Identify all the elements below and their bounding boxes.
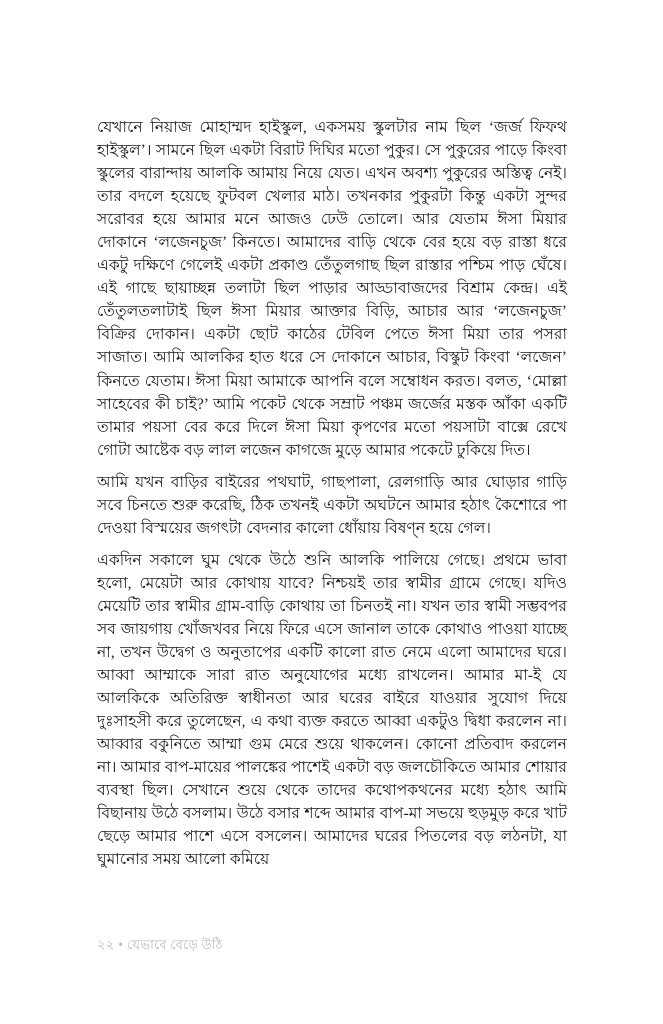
footer-page-number: ২২	[97, 937, 115, 952]
footer-separator-bullet: •	[118, 937, 124, 952]
page-footer	[97, 936, 223, 954]
paragraph: একদিন সকালে ঘুম থেকে উঠে শুনি আলকি পালিয়ে গেছে। প্রথমে ভাবা হলো, মেয়েটা আর কোথায় যাবে? নিশ্চয়ই তার স্বামীর গ্রামে গেছে। যদিও মেয়েটি তার স্বামীর গ্রাম-বাড়ি কোথায় তা চিনতই না। যখন তার স্বামী সম্ভবপর সব জায়গায় খোঁজখবর নিয়ে ফিরে এসে জানাল তাকে কোথাও পাওয়া যাচ্ছে না, তখন উদ্বেগ ও অনুতাপের একটি কালো রাত নেমে এলো আমাদের ঘরে। আব্বা আম্মাকে সারা রাত অনুযোগের মধ্যে রাখলেন। আমার মা-ই যে আলকিকে অতিরিক্ত স্বাধীনতা আর ঘরের বাইরে যাওয়ার সুযোগ দিয়ে দুঃসাহসী করে তুলেছেন, এ কথা ব্যক্ত করতে আব্বা একটুও দ্বিধা করলেন না। আব্বার বকুনিতে আম্মা গুম মেরে শুয়ে থাকলেন। কোনো প্রতিবাদ করলেন না। আমার বাপ-মায়ের পালঙ্কের পাশেই একটা বড় জলচৌকিতে আমার শোয়ার ব্যবস্থা ছিল। সেখানে শুয়ে থেকে তাদের কথোপকথনের মধ্যে হঠাৎ আমি বিছানায় উঠে বসলাম। উঠে বসার শব্দে আমার বাপ-মা সভয়ে হুড়মুড় করে খাট ছেড়ে আমার পাশে এসে বসলেন। আমাদের ঘরের পিতলের বড় লঠনটা, যা ঘুমানোর সময় আলো কমিয়ে	[97, 551, 567, 869]
paragraph: যেখানে নিয়াজ মোহাম্মদ হাইস্কুল, একসময় স্কুলটার নাম ছিল ‘জর্জ ফিফথ হাইস্কুল’। সামনে ছিল একটা বিরাট দিঘির মতো পুকুর। সে পুকুরের পাড়ে কিংবা স্কুলের বারান্দায় আলকি আমায় নিয়ে যেত। এখন অবশ্য পুকুরের অস্তিত্ব নেই। তার বদলে হয়েছে ফুটবল খেলার মাঠ। তখনকার পুকুরটা কিন্তু একটা সুন্দর সরোবর হয়ে আমার মনে আজও ঢেউ তোলে। আর যেতাম ঈসা মিয়ার দোকানে ‘লজেনচুজ’ কিনতে। আমাদের বাড়ি থেকে বের হয়ে বড় রাস্তা ধরে একটু দক্ষিণে গেলেই একটা প্রকাণ্ড তেঁতুলগাছ ছিল রাস্তার পশ্চিম পাড় ঘেঁষে। এই গাছে ছায়াচ্ছন্ন তলাটা ছিল পাড়ার আড্ডাবাজদের বিশ্রাম কেন্দ্র। এই তেঁতুলতলাটাই ছিল ঈসা মিয়ার আক্তার বিড়ি, আচার আর ‘লজেনচুজ’ বিক্রির দোকান। একটা ছোট কাঠের টেবিল পেতে ঈসা মিয়া তার পসরা সাজাত। আমি আলকির হাত ধরে সে দোকানে আচার, বিস্কুট কিংবা ‘লজেন’ কিনতে যেতাম। ঈসা মিয়া আমাকে আপনি বলে সম্বোধন করত। বলত, ‘মোল্লা সাহেবের কী চাই?’ আমি পকেট থেকে সম্রাট পঞ্চম জর্জের মস্তক আঁকা একটি তামার পয়সা বের করে দিলে ঈসা মিয়া কৃপণের মতো পয়সাটা বাক্সে রেখে গোটা আষ্টেক বড় লাল লজেন কাগজে মুড়ে আমার পকেটে ঢুকিয়ে দিত।	[97, 119, 567, 459]
paragraph: আমি যখন বাড়ির বাইরের পথঘাট, গাছপালা, রেলগাড়ি আর ঘোড়ার গাড়ি সবে চিনতে শুরু করেছি, ঠিক তখনই একটা অঘটনে আমার হঠাৎ কৈশোরে পা দেওয়া বিস্ময়ের জগৎটা বেদনার কালো ধোঁয়ায় বিষণ্ন হয়ে গেল।	[97, 473, 567, 537]
footer-book-title: যেভাবে বেড়ে উঠি	[127, 937, 223, 952]
page-body-text	[97, 116, 567, 872]
